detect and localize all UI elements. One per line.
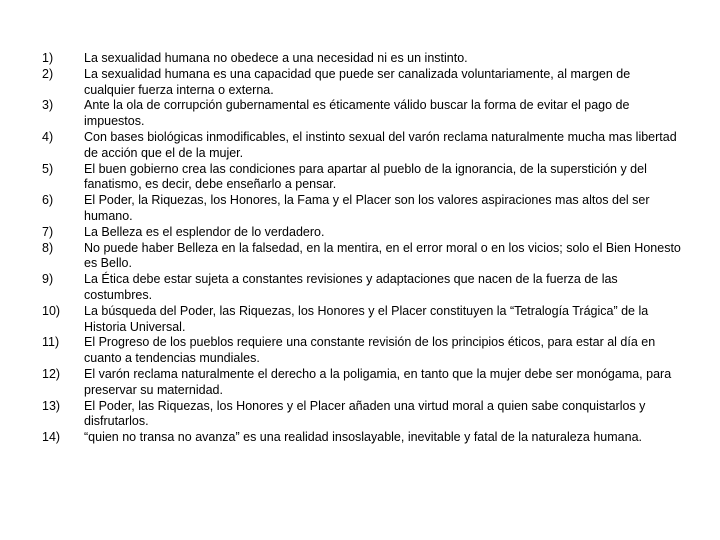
item-text: La búsqueda del Poder, las Riquezas, los Honores y el Placer constituyen la “Tetralogía Trágica” de la Historia Universal. (84, 303, 649, 334)
item-text: “quien no transa no avanza” es una realidad insoslayable, inevitable y fatal de la naturaleza humana. (84, 430, 643, 445)
item-number: 10) (42, 303, 61, 318)
list-item (42, 193, 682, 225)
item-text: El Poder, la Riquezas, los Honores, la Fama y el Placer son los valores aspiraciones mas altos del ser humano. (84, 193, 650, 223)
list-item (42, 225, 682, 241)
item-number: 5) (42, 161, 54, 176)
statement-list (42, 51, 682, 446)
item-number: 13) (42, 398, 61, 413)
item-text: El Poder, las Riquezas, los Honores y el Placer añaden una virtud moral a quien sabe conquistarlos y disfrutarlos. (84, 398, 646, 429)
item-number: 9) (42, 272, 54, 287)
list-item (42, 67, 682, 99)
item-text: El Progreso de los pueblos requiere una constante revisión de los principios éticos, para estar al día en cuanto a tendencias mundiales. (84, 335, 656, 366)
list-item (42, 130, 682, 162)
list-item (42, 304, 682, 336)
item-text: La Ética debe estar sujeta a constantes revisiones y adaptaciones que nacen de la fuerza de las costumbres. (84, 272, 618, 302)
list-item (42, 335, 682, 367)
list-item (42, 98, 682, 130)
item-text: La sexualidad humana es una capacidad que puede ser canalizada voluntariamente, al margen de cualquier fuerza interna o externa. (84, 66, 631, 97)
item-number: 1) (42, 51, 54, 65)
item-number: 2) (42, 66, 54, 81)
item-number: 7) (42, 224, 54, 239)
item-text: El varón reclama naturalmente el derecho a la poligamia, en tanto que la mujer debe ser monógama, para preservar su maternidad. (84, 366, 672, 397)
item-text: No puede haber Belleza en la falsedad, en la mentira, en el error moral o en los vicios; solo el Bien Honesto es Bello. (84, 240, 681, 271)
item-text: El buen gobierno crea las condiciones para apartar al pueblo de la ignorancia, de la superstición y del fanatismo, es decir, debe enseñarlo a pensar. (84, 161, 647, 192)
item-text: Ante la ola de corrupción gubernamental es éticamente válido buscar la forma de evitar el pago de impuestos. (84, 98, 630, 129)
list-item (42, 430, 682, 446)
item-number: 8) (42, 240, 54, 255)
list-item (42, 399, 682, 431)
item-number: 12) (42, 366, 61, 381)
list-item (42, 241, 682, 273)
item-text: Con bases biológicas inmodificables, el instinto sexual del varón reclama naturalmente mucha mas libertad de acción que el de la mujer. (84, 129, 677, 160)
list-item (42, 162, 682, 194)
item-number: 6) (42, 193, 54, 208)
item-number: 11) (42, 335, 60, 350)
item-text: La sexualidad humana no obedece a una necesidad ni es un instinto. (84, 51, 468, 65)
item-number: 4) (42, 129, 54, 144)
list-item (42, 51, 682, 67)
list-item (42, 272, 682, 304)
list-item (42, 367, 682, 399)
item-number: 14) (42, 430, 61, 445)
item-text: La Belleza es el esplendor de lo verdadero. (84, 224, 325, 239)
item-number: 3) (42, 98, 54, 113)
